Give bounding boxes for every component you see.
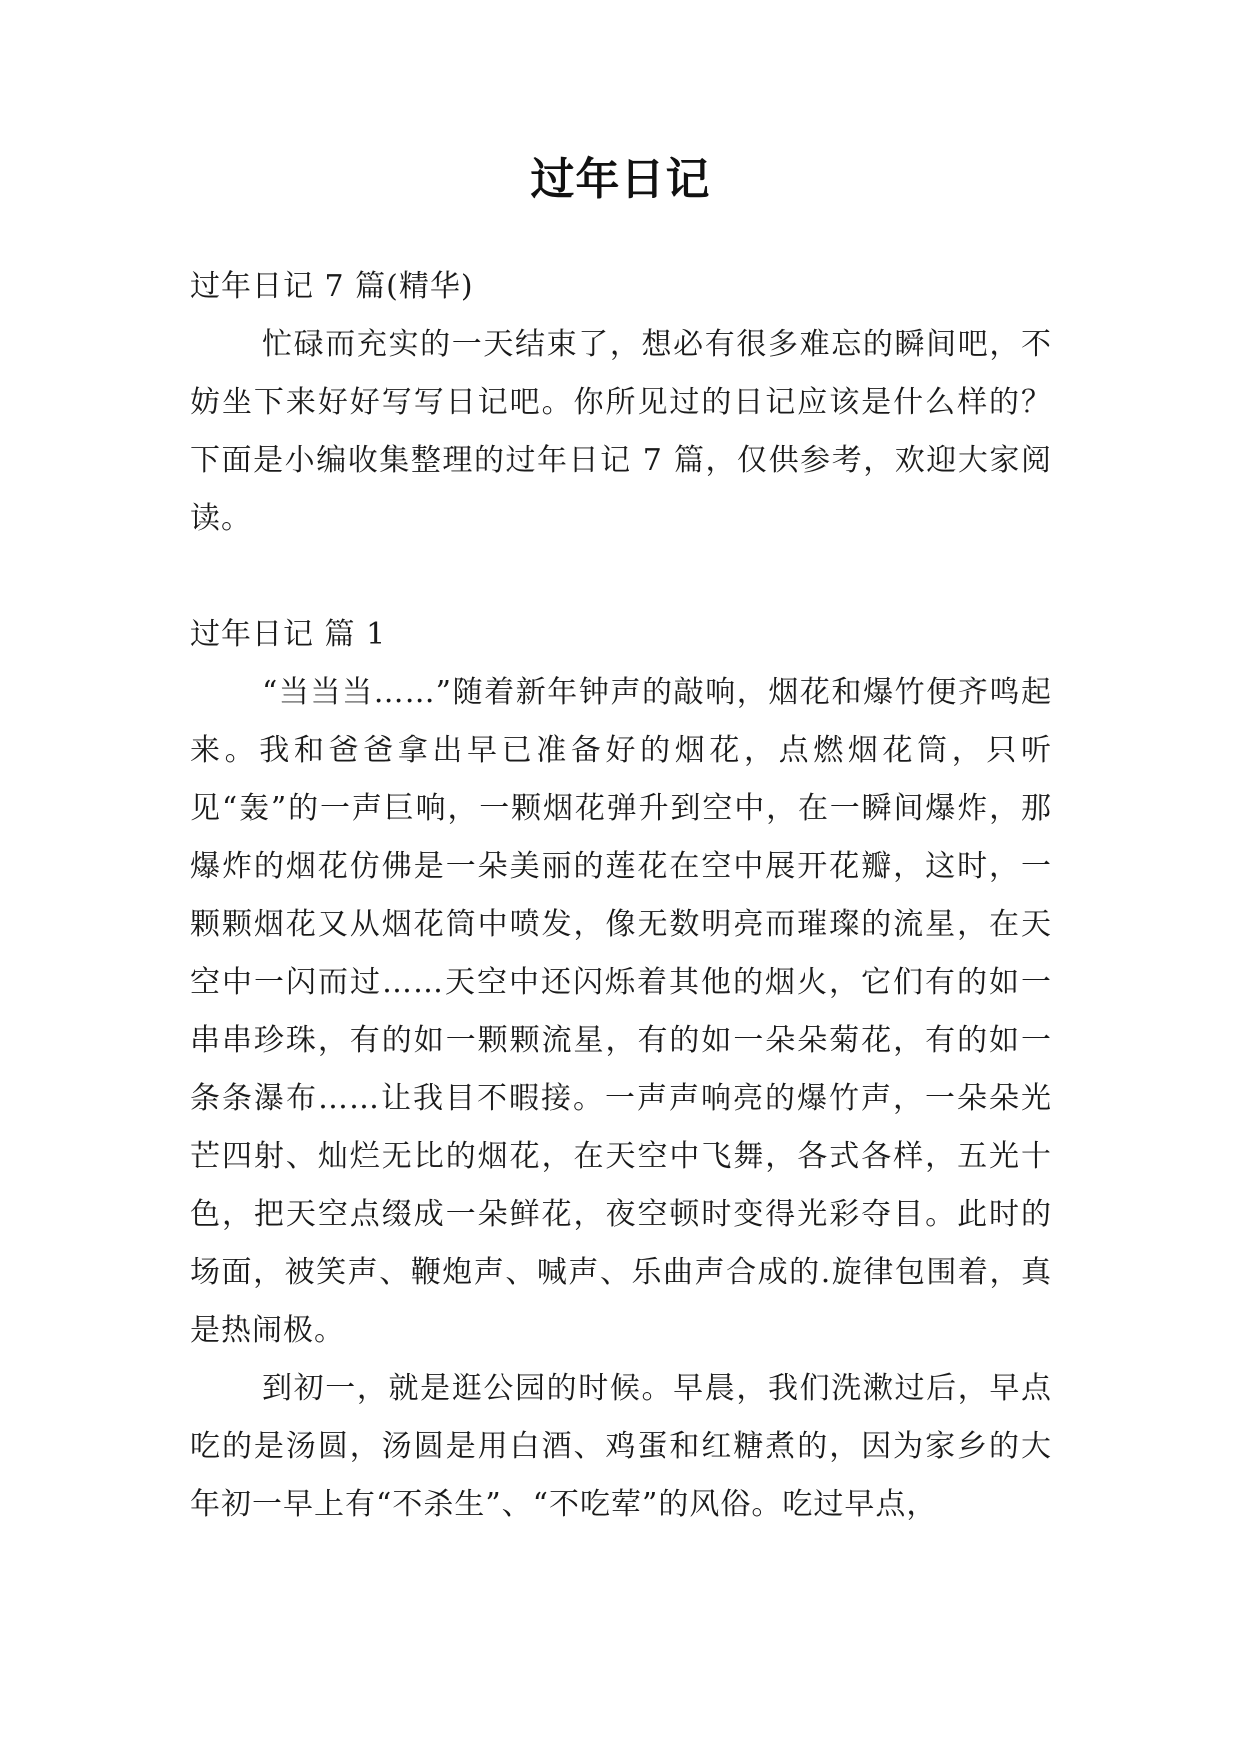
intro-paragraph: 忙碌而充实的一天结束了，想必有很多难忘的瞬间吧，不妨坐下来好好写写日记吧。你所见过的日记应该是什么样的？下面是小编收集整理的过年日记 7 篇，仅供参考，欢迎大家阅读。 bbox=[190, 327, 1052, 536]
document-title: 过年日记 bbox=[530, 154, 711, 205]
section-spacer bbox=[190, 548, 1052, 606]
section-heading: 过年日记 篇 1 bbox=[190, 617, 387, 652]
section-paragraph: 到初一，就是逛公园的时候。早晨，我们洗漱过后，早点吃的是汤圆，汤圆是用白酒、鸡蛋和红糖煮的，因为家乡的大年初一早上有“不杀生”、“不吃荤”的风俗。吃过早点， bbox=[190, 1371, 1052, 1522]
section-paragraph: “当当当……”随着新年钟声的敲响，烟花和爆竹便齐鸣起来。我和爸爸拿出早已准备好的烟花，点燃烟花筒，只听见“轰”的一声巨响，一颗烟花弹升到空中，在一瞬间爆炸，那爆炸的烟花仿佛是一朵美丽的莲花在空中展开花瓣，这时，一颗颗烟花又从烟花筒中喷发，像无数明亮而璀璨的流星，在天空中一闪而过……天空中还闪烁着其他的烟火，它们有的如一串串珍珠，有的如一颗颗流星，有的如一朵朵菊花，有的如一条条瀑布……让我目不暇接。一声声响亮的爆竹声，一朵朵光芒四射、灿烂无比的烟花，在天空中飞舞，各式各样，五光十色，把天空点缀成一朵鲜花，夜空顿时变得光彩夺目。此时的场面，被笑声、鞭炮声、喊声、乐曲声合成的.旋律包围着，真是热闹极。 bbox=[190, 675, 1052, 1348]
document-body bbox=[190, 258, 1052, 1534]
document-subtitle: 过年日记 7 篇(精华) bbox=[190, 269, 474, 304]
